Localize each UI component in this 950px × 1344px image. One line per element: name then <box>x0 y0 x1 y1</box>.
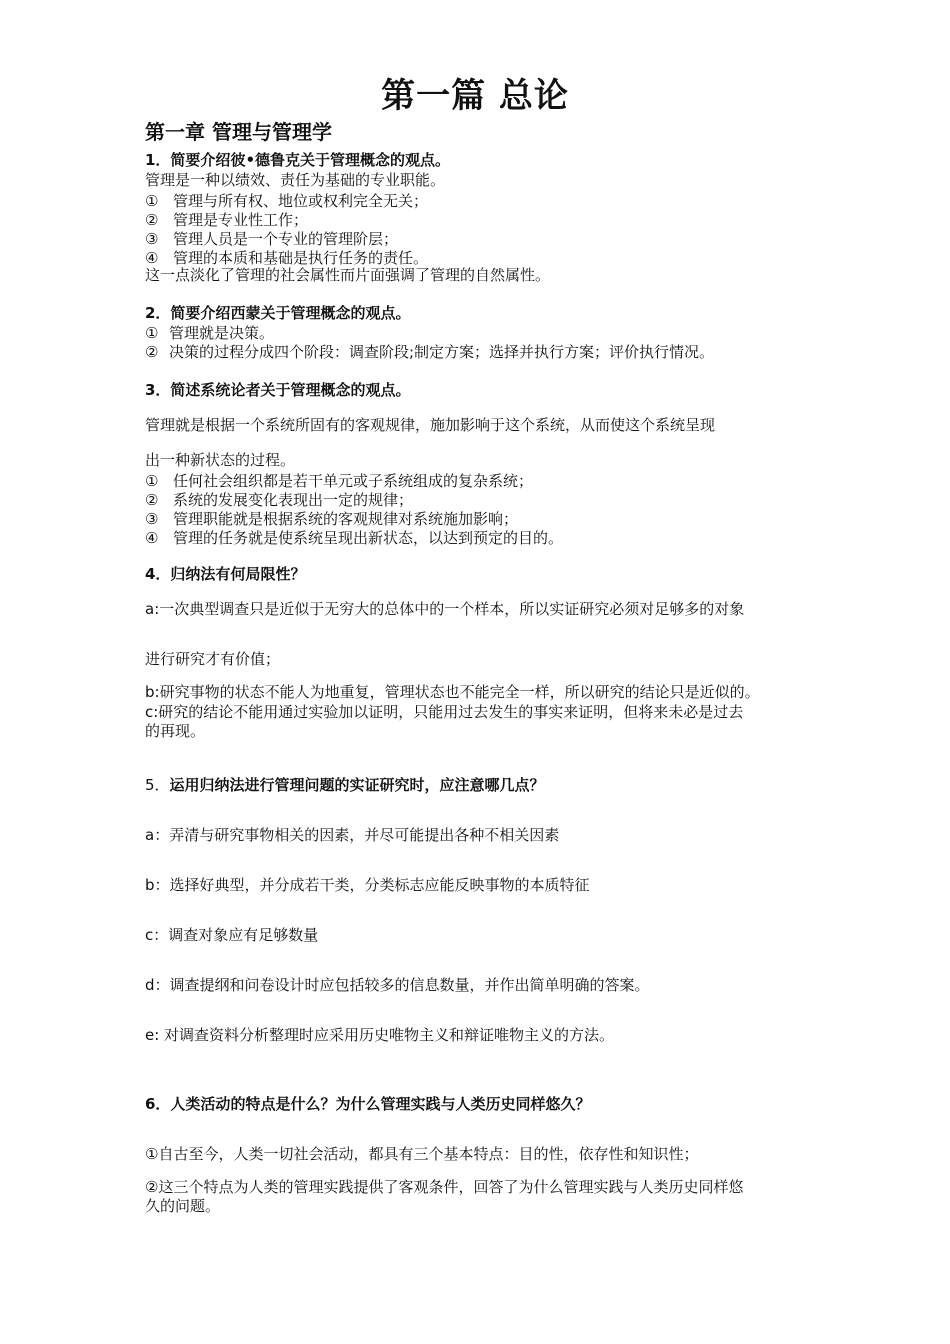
item-number: ② <box>145 211 159 229</box>
item-number: ④ <box>145 529 159 547</box>
item-number: ② <box>145 491 159 509</box>
q2-heading: 2．简要介绍西蒙关于管理概念的观点。 <box>145 304 411 322</box>
q1-item <box>145 192 428 211</box>
q1-item <box>145 211 308 230</box>
item-text: 管理的任务就是使系统呈现出新状态，以达到预定的目的。 <box>173 529 564 547</box>
q4-answer-c: c:研究的结论不能用通过实验加以证明，只能用过去发生的事实来证明，但将来未必是过去 <box>145 703 744 721</box>
q4-answer-a: a:一次典型调查只是近似于无穷大的总体中的一个样本，所以实证研究必须对足够多的对象 <box>145 600 745 618</box>
q6-point-2: ②这三个特点为人类的管理实践提供了客观条件，回答了为什么管理实践与人类历史同样悠 <box>145 1178 744 1196</box>
item-text: 管理就是决策。 <box>169 324 275 342</box>
item-number: ① <box>145 472 159 490</box>
q1-item <box>145 230 398 249</box>
item-text: 任何社会组织都是若干单元或子系统组成的复杂系统； <box>173 472 534 490</box>
item-number: ③ <box>145 510 159 528</box>
item-number: ① <box>145 324 159 342</box>
item-number: ④ <box>145 249 159 267</box>
q4-answer-b: b:研究事物的状态不能人为地重复，管理状态也不能完全一样，所以研究的结论只是近似的。 <box>145 683 760 701</box>
part-title: 第一篇 总论 <box>381 76 569 116</box>
q5-number: 5． <box>145 776 170 794</box>
q5-answer-d: d：调查提纲和问卷设计时应包括较多的信息数量，并作出简单明确的答案。 <box>145 976 650 994</box>
q5-heading <box>145 776 545 795</box>
item-text: 管理人员是一个专业的管理阶层； <box>173 230 399 248</box>
item-text: 管理是专业性工作； <box>173 211 309 229</box>
q3-item <box>145 491 413 510</box>
q5-answer-c: c：调查对象应有足够数量 <box>145 926 319 944</box>
q5-answer-e: e: 对调查资料分析整理时应采用历史唯物主义和辩证唯物主义的方法。 <box>145 1026 615 1044</box>
q3-paragraph: 管理就是根据一个系统所固有的客观规律，施加影响于这个系统，从而使这个系统呈现 <box>145 416 716 434</box>
q2-item <box>145 343 714 362</box>
chapter-title: 第一章 管理与管理学 <box>145 120 332 144</box>
q1-heading: 1．简要介绍彼•德鲁克关于管理概念的观点。 <box>145 151 451 169</box>
q3-heading: 3．简述系统论者关于管理概念的观点。 <box>145 381 411 399</box>
q2-item <box>145 324 274 343</box>
item-number: ② <box>145 343 159 361</box>
q4-heading: 4．归纳法有何局限性？ <box>145 565 306 583</box>
q4-answer-c-cont: 的再现。 <box>145 722 206 740</box>
q3-item <box>145 510 518 529</box>
item-text: 管理与所有权、地位或权利完全无关； <box>173 192 429 210</box>
item-text: 决策的过程分成四个阶段：调查阶段;制定方案；选择并执行方案；评价执行情况。 <box>169 343 715 361</box>
item-number: ③ <box>145 230 159 248</box>
q3-paragraph: 出一种新状态的过程。 <box>145 451 296 469</box>
item-text: 管理的本质和基础是执行任务的责任。 <box>173 249 429 267</box>
q1-summary: 这一点淡化了管理的社会属性而片面强调了管理的自然属性。 <box>145 266 551 284</box>
q5-answer-b: b：选择好典型，并分成若干类，分类标志应能反映事物的本质特征 <box>145 876 590 894</box>
q5-answer-a: a：弄清与研究事物相关的因素，并尽可能提出各种不相关因素 <box>145 826 560 844</box>
q5-heading-text: 运用归纳法进行管理问题的实证研究时，应注意哪几点？ <box>169 776 545 794</box>
q4-answer-a-cont: 进行研究才有价值； <box>145 650 281 668</box>
item-text: 系统的发展变化表现出一定的规律； <box>173 491 414 509</box>
q6-point-2-cont: 久的问题。 <box>145 1197 221 1215</box>
q3-item <box>145 529 563 548</box>
q6-heading: 6．人类活动的特点是什么？为什么管理实践与人类历史同样悠久？ <box>145 1095 591 1113</box>
q1-intro: 管理是一种以绩效、责任为基础的专业职能。 <box>145 171 446 189</box>
q3-item <box>145 472 533 491</box>
item-number: ① <box>145 192 159 210</box>
q6-point-1: ①自古至今，人类一切社会活动，都具有三个基本特点：目的性，依存性和知识性； <box>145 1145 699 1163</box>
item-text: 管理职能就是根据系统的客观规律对系统施加影响； <box>173 510 519 528</box>
